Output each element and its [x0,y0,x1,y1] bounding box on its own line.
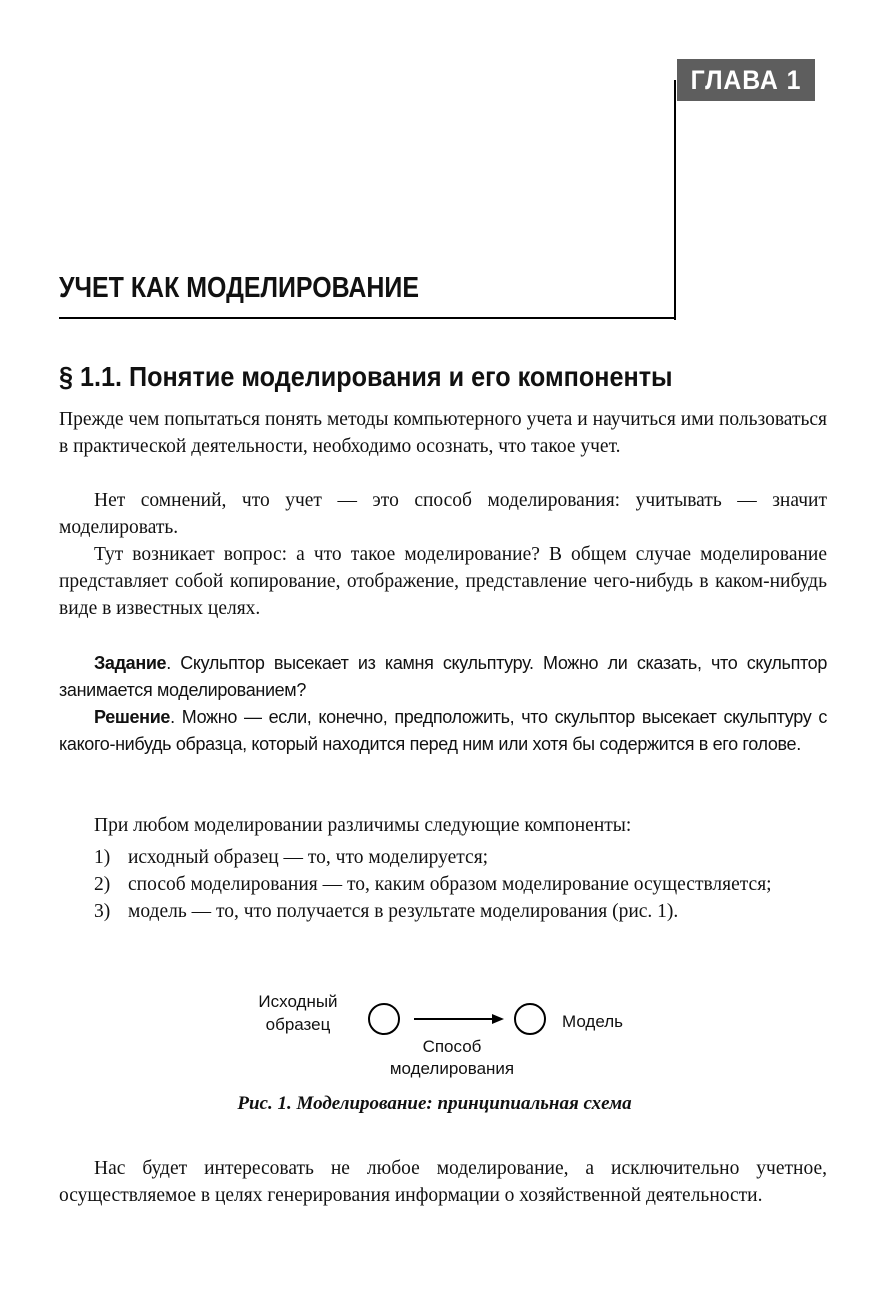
paragraph-accounting-is-modeling: Нет сомнений, что учет — это способ моделирования: учитывать — значит моделировать. [59,490,827,538]
chapter-badge: ГЛАВА 1 [677,59,815,101]
task-label: Задание [94,653,167,673]
diagram-source-label-line2: образец [265,1015,331,1034]
solution-paragraph [59,704,827,758]
list-item-number: 3) [94,901,111,922]
paragraph-what-is-modeling: Тут возникает вопрос: а что такое моделирование? В общем случае моделирование представляет собой копирование, отображение, представление чего-нибудь в каком-нибудь виде в известных целях. [59,544,827,619]
list-item-text: исходный образец — то, что моделируется; [128,847,489,868]
task-block [59,650,827,758]
list-item [94,871,827,898]
paragraph-final: Нас будет интересовать не любое моделирование, а исключительно учетное, осуществляемое в целях генерирования информации о хозяйственной деятельности. [59,1158,827,1206]
model-circle-icon [515,1004,545,1034]
diagram-method-label-line2: моделирования [389,1059,515,1078]
components-list [94,844,827,925]
list-item-text: способ моделирования — то, каким образом моделирование осуществляется; [128,874,772,895]
arrow-head-icon [492,1014,504,1024]
section-title: § 1.1. Понятие моделирования и его компоненты [59,361,673,392]
diagram-model-label: Модель [562,1012,624,1031]
paragraph-intro: Прежде чем попытаться понять методы компьютерного учета и научиться ими пользоваться в практической деятельности, необходимо осознать, что такое учет. [59,409,827,457]
solution-label: Решение [94,707,171,727]
list-item-number: 1) [94,847,111,868]
diagram-method-label-line1: Способ [422,1037,482,1056]
list-item [94,844,827,871]
list-item-number: 2) [94,874,111,895]
solution-text: . Можно — если, конечно, предположить, что скульптор высекает скульптуру с какого-нибудь образца, который находится перед ним или хотя бы содержится в его голове. [59,707,827,754]
list-item-text: модель — то, что получается в результате моделирования (рис. 1). [128,901,679,922]
list-item [94,898,827,925]
source-circle-icon [369,1004,399,1034]
chapter-frame-vertical-rule [674,80,676,320]
figure-caption: Рис. 1. Моделирование: принципиальная схема [237,1093,632,1114]
chapter-title: УЧЕТ КАК МОДЕЛИРОВАНИЕ [59,272,419,304]
diagram-source-label-line1: Исходный [258,992,338,1011]
chapter-frame-horizontal-rule [59,317,676,319]
modeling-diagram [240,985,640,1080]
task-text: . Скульптор высекает из камня скульптуру. Можно ли сказать, что скульптор занимается моделированием? [59,653,827,700]
task-paragraph [59,650,827,704]
components-intro: При любом моделировании различимы следующие компоненты: [94,815,632,836]
